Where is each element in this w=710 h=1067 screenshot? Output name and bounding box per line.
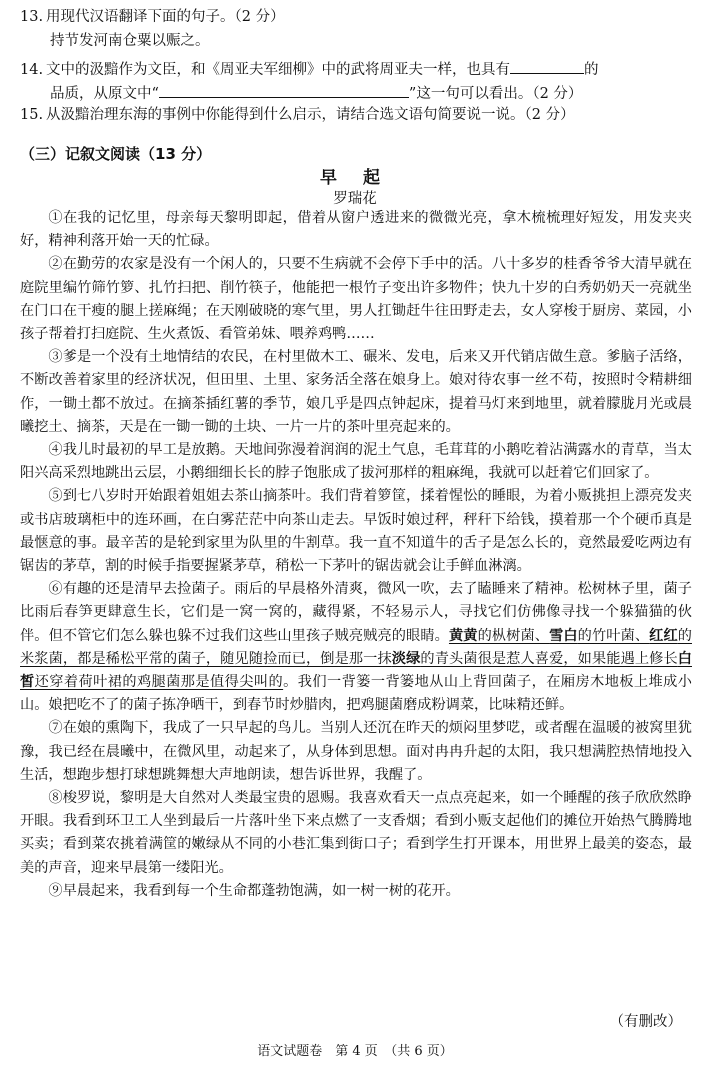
question-15 (20, 104, 695, 127)
answer-blank[interactable] (510, 59, 584, 74)
bold-word: 雪白 (549, 627, 578, 644)
page-footer: 语文试题卷 第 4 页 （共 6 页） (257, 1044, 453, 1059)
underlined-text: 的枞树菌、 (477, 627, 550, 644)
article-title: 早 起 (320, 168, 390, 188)
paragraph-7: ⑦在娘的熏陶下，我成了一只早起的鸟儿。当别人还沉在昨天的烦闷里梦呓，或者醒在温暖的被窝里犹豫，我已经在晨曦中，在微风里，动起来了，从身体到思想。面对冉冉升起的太阳，我只想满腔热情地投入生活，想跑步想打球想跳舞想大声地朗读，想告诉世界，我醒了。 (20, 720, 692, 783)
question-13 (20, 6, 695, 29)
bold-word: 白皙 (20, 650, 692, 691)
question-14-cont (50, 83, 582, 106)
question-text: ”这一句可以看出。（2 分） (408, 86, 583, 102)
paragraph-9: ⑨早晨起来，我看到每一个生命都蓬勃饱满，如一树一树的花开。 (48, 882, 460, 899)
question-14 (20, 59, 695, 82)
answer-blank[interactable] (159, 83, 409, 98)
paragraph-8: ⑧梭罗说，黎明是大自然对人类最宝贵的恩赐。我喜欢看天一点点亮起来，如一个睡醒的孩子欣欣然睁开眼。我看到环卫工人坐到最后一片落叶坐下来点燃了一支香烟；看到小贩支起他们的摊位开始热气腾腾地买卖；看到菜农挑着满筐的嫩绿从不同的小巷汇集到街口子；看到学生打开课本，用世界上最美的姿态，最美的声音，迎来早晨第一缕阳光。 (20, 790, 692, 876)
question-number: 15. (20, 107, 44, 123)
paragraph-4: ④我儿时最初的早工是放鹅。天地间弥漫着润润的泥土气息，毛茸茸的小鹅吃着沾满露水的青草，当太阳兴高采烈地跳出云层，小鹅细细长长的脖子饱胀成了拔河那样的粗麻绳，我就可以赶着它们回家了。 (20, 442, 692, 482)
edit-note: （有删改） (609, 1014, 682, 1030)
question-text: 从汲黯治理东海的事例中你能得到什么启示，请结合选文语句简要说一说。（2 分） (46, 107, 575, 123)
underlined-text: 的青头菌很是惹人喜爱，如果能遇上修长 (420, 650, 678, 667)
underlined-text: 的米浆菌，都是稀松平常的菌子，随见随捡而已，倒是那一抹 (20, 627, 692, 667)
question-13-sentence: 持节发河南仓粟以赈之。 (50, 33, 210, 49)
paragraph-5: ⑤到七八岁时开始跟着姐姐去茶山摘茶叶。我们背着箩筐，揉着惺忪的睡眼，为着小贩挑担上漂亮发夹或书店玻璃柜中的连环画，在白雾茫茫中向茶山走去。早饭时娘过秤，秤秆下给钱，摸着那一个个硬币真是最惬意的事。最辛苦的是轮到家里为队里的牛割草。我一直不知道牛的舌子是怎么长的，竟然最爱吃两边有锯齿的茅草，割的时候手指要握紧茅草，稍松一下茅叶的锯齿就会让手鲜血淋漓。 (20, 488, 692, 575)
question-number: 14. (20, 62, 44, 78)
question-text: 用现代汉语翻译下面的句子。（2 分） (46, 9, 285, 25)
article-author: 罗瑞花 (333, 191, 377, 207)
question-text: 文中的汲黯作为文臣，和《周亚夫军细柳》中的武将周亚夫一样，也具有 (46, 62, 510, 78)
question-text: 品质，从原文中“ (50, 86, 159, 102)
paragraph-1: ①在我的记忆里，母亲每天黎明即起，借着从窗户透进来的微微光亮，拿木梳梳理好短发，用发夹夹好，精神利落开始一天的忙碌。 (20, 210, 692, 250)
bold-word: 红红 (649, 627, 678, 644)
article-body (20, 207, 692, 903)
question-text-end: 的 (584, 62, 599, 78)
question-number: 13. (20, 9, 44, 25)
section-heading: （三）记叙文阅读（13 分） (20, 145, 212, 163)
paragraph-6 (20, 578, 692, 717)
paragraph-6-text: 。我们一背篓一背篓地从山上背回菌子，在厢房木地板上堆成小山。娘把吃不了的菌子拣净晒干，到春节时炒腊肉，把鸡腿菌磨成粉调菜，比味精还鲜。 (20, 674, 692, 714)
paragraph-6-text: ⑥有趣的还是清早去捡菌子。雨后的早晨格外清爽，微风一吹，去了瞌睡来了精神。松树林子里，菌子比雨后春笋更肆意生长，它们是一窝一窝的，藏得紧，不轻易示人，寻找它们仿佛像寻找一个躲猫猫的伙伴。但不管它们怎么躲也躲不过我们这些山里孩子贼亮贼亮的眼睛。 (20, 581, 692, 644)
underlined-text: 的竹叶菌、 (577, 627, 650, 644)
bold-word: 黄黄 (448, 627, 478, 644)
paragraph-2: ②在勤劳的农家是没有一个闲人的，只要不生病就不会停下手中的活。八十多岁的桂香爷爷大清早就在庭院里编竹筛竹箩、扎竹扫把、削竹筷子，他能把一根竹子变出许多物件；快九十岁的白秀奶奶天一亮就坐在门口在干瘦的腿上搓麻绳；在天刚破晓的寒气里，男人扛锄赶牛往田野走去，女人穿梭于厨房、菜园，小孩子帮着打扫庭院、生火煮饭、看管弟妹、喂养鸡鸭…… (20, 256, 692, 343)
paragraph-3: ③爹是一个没有土地情结的农民，在村里做木工、碾米、发电，后来又开代销店做生意。爹脑子活络，不断改善着家里的经济状况，但田里、土里、家务活全落在娘身上。娘对待农事一丝不苟，按照时令精耕细作，一锄土都不放过。在摘茶插红薯的季节，娘几乎是四点钟起床，提着马灯来到地里，就着朦胧月光或晨曦挖土、摘茶，天是在一锄一锄的土块、一片一片的茶叶里亮起来的。 (20, 349, 692, 435)
bold-word: 淡绿 (391, 650, 421, 667)
underlined-text: 还穿着荷叶裙的鸡腿菌那是值得尖叫的 (34, 674, 284, 691)
